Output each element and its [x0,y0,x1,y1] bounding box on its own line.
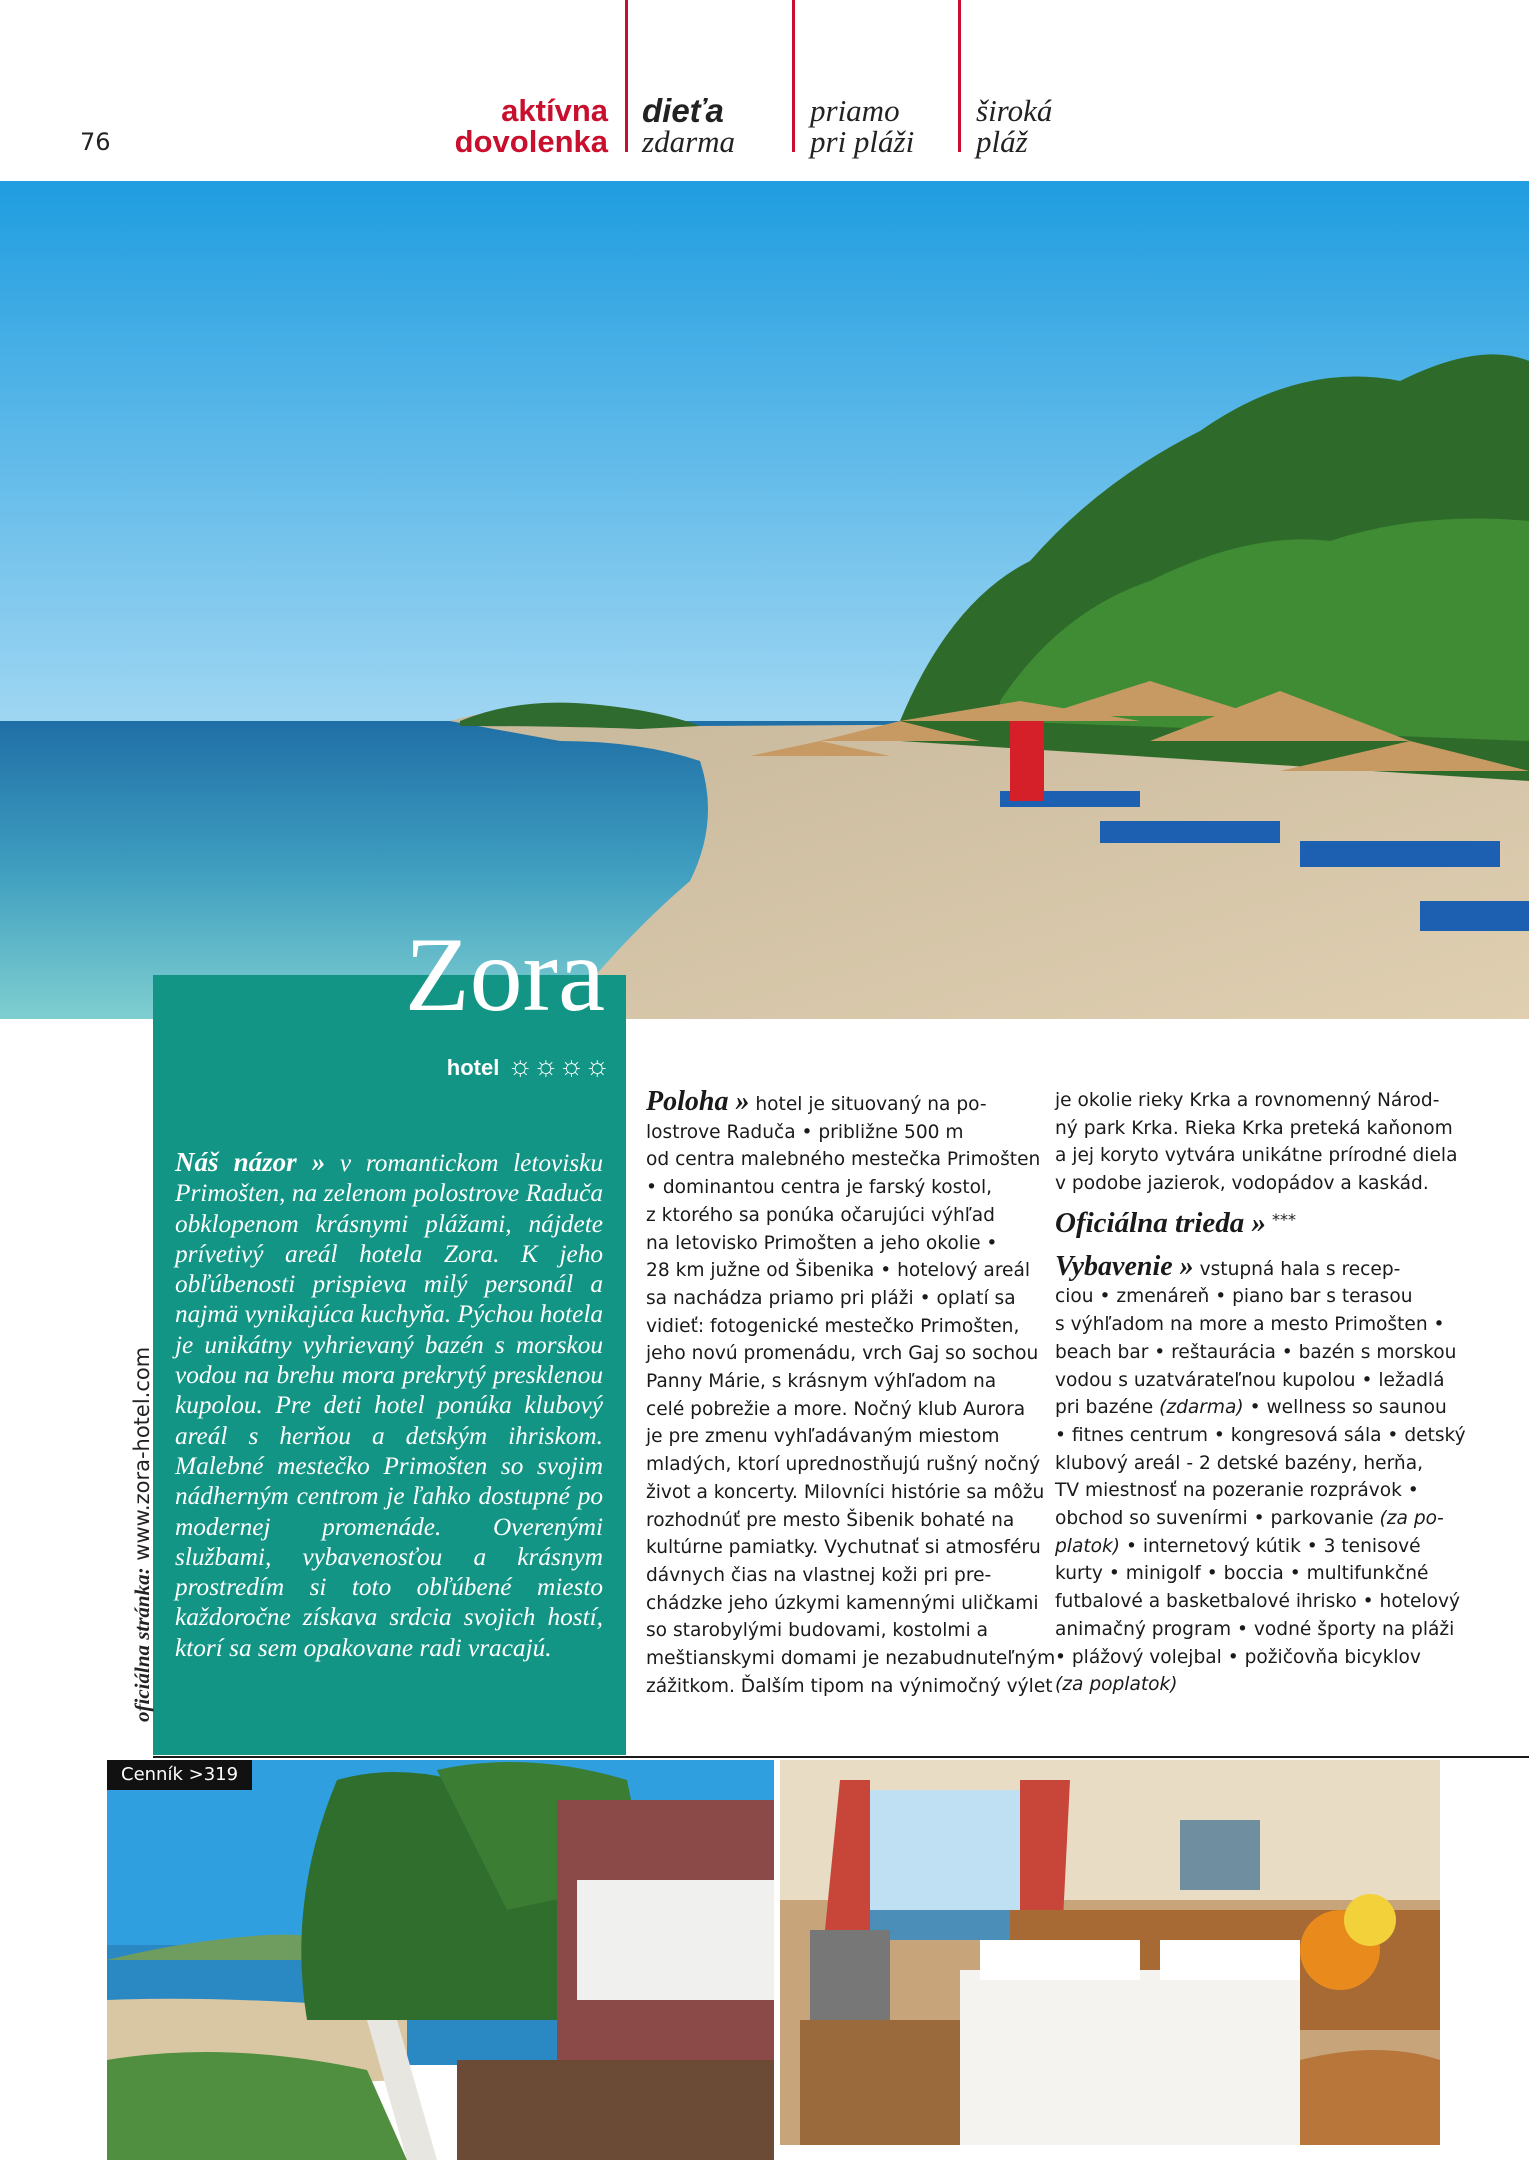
official-website [130,1347,155,1722]
text-fragment: • wellness so saunou [1243,1397,1447,1419]
text-line: zážitkom. Ďalším tipom na výnimočný výlet [646,1675,1053,1697]
text-line: ný park Krka. Rieka Krka preteká kaňonom [1055,1117,1453,1139]
text-line: TV miestnosť na pozeranie rozprávok • [1055,1480,1419,1502]
price-list-badge[interactable]: Cenník >319 [107,1760,252,1790]
text-line [1055,1250,1455,1284]
text-line [646,1088,1026,1119]
text-line: z ktorého sa ponúka očarujúci výhľad [646,1204,995,1226]
text-fragment: (zdarma) [1159,1397,1244,1419]
tag-child-free [642,92,736,159]
tag-line: široká [976,93,1053,128]
text-fragment: pri bazéne [1055,1397,1160,1419]
text-line: so starobylými budovami, kostolmi a [646,1620,988,1642]
hotel-name: Zora [404,916,605,1033]
text-line: jeho novú promenádu, vrch Gaj so sochou [646,1343,1039,1365]
location-heading: Poloha » [646,1086,750,1117]
text-fragment: vstupná hala s recep- [1193,1258,1401,1280]
text-line: na letovisko Primošten a jeho okolie • [646,1232,998,1254]
text-line: Panny Márie, s krásnym výhľadom na [646,1371,997,1393]
text-fragment: obchod so suvenírmi • parkovanie [1055,1508,1380,1530]
tag-active-holiday [440,95,608,157]
text-line: (za poplatok) [1055,1674,1178,1696]
text-line: kultúrne pamiatky. Vychutnať si atmosféru [646,1537,1041,1559]
text-line: meštianskymi domami je nezabudnuteľným [646,1648,1056,1670]
text-line: • dominantou centra je farský kostol, [646,1177,993,1199]
text-line: chádzke jeho úzkymi kamennými uličkami [646,1592,1039,1614]
text-line [1055,1533,1455,1561]
text-line [1055,1394,1455,1422]
text-line: vodou s uzatvárateľnou kupolou • ležadlá [1055,1369,1445,1391]
text-line: 28 km južne od Šibenika • hotelový areál [646,1260,1031,1282]
text-fragment: • internetový kútik • 3 tenisové [1120,1535,1421,1557]
official-class-heading: Oficiálna trieda » [1055,1207,1267,1239]
tag-line: zdarma [642,124,736,159]
header-divider [792,0,795,152]
text-line: rozhodnúť pre mesto Šibenik bohaté na [646,1509,1015,1531]
text-line: ciou • zmenáreň • piano bar s terasou [1055,1286,1413,1308]
text-fragment: hotel je situovaný na po- [749,1094,987,1115]
hero-beach-photo [0,181,1529,1019]
star-rating-icon: *** [1271,1209,1296,1229]
header-divider [625,0,628,152]
text-line: život a koncerty. Milovníci histórie sa môžu [646,1481,1045,1503]
text-line: klubový areál - 2 detské bazény, herňa, [1055,1452,1424,1474]
text-line: a jej koryto vytvára unikátne prírodné diela [1055,1145,1458,1167]
terrace-photo [107,1760,774,2160]
opinion-heading: Náš názor » [175,1147,326,1177]
header-divider [958,0,961,152]
website-url[interactable]: www.zora-hotel.com [130,1346,154,1561]
tag-line: dovolenka [454,124,608,159]
hotel-type-label: hotel [446,1055,500,1080]
text-line: dávnych čias na vlastnej koži pri pre- [646,1564,992,1586]
sun-rating-icon: ☼☼☼☼ [507,1050,610,1081]
text-line: v podobe jazierok, vodopádov a kaskád. [1055,1173,1429,1195]
text-fragment: (za po- [1379,1508,1444,1530]
text-line: mladých, ktorí uprednostňujú rušný nočný [646,1454,1041,1476]
text-line: futbalové a basketbalové ihrisko • hotelový [1055,1591,1460,1613]
text-fragment: platok) [1055,1535,1121,1557]
text-line: • plážový volejbal • požičovňa bicyklov [1055,1646,1421,1668]
tag-line: pri pláži [810,124,915,159]
text-line: beach bar • reštaurácia • bazén s morskou [1055,1341,1457,1363]
text-line: s výhľadom na more a mesto Primošten • [1055,1314,1445,1336]
text-line: vidieť: fotogenické mestečko Primošten, [646,1315,1020,1337]
location-column [646,1086,1056,1700]
text-line: sa nachádza priamo pri pláži • oplatí sa [646,1287,1016,1309]
text-line: lostrove Raduča • približne 500 m [646,1121,964,1143]
tag-line: pláž [976,124,1028,159]
website-label: oficiálna stránka: [130,1567,154,1722]
text-line: celé pobrežie a more. Nočný klub Aurora [646,1398,1026,1420]
text-line: • fitnes centrum • kongresová sála • detský [1055,1424,1466,1446]
hotel-category [430,1050,610,1082]
text-line: je okolie rieky Krka a rovnomenný Národ- [1055,1090,1440,1111]
room-photo [780,1760,1440,2145]
page-number: 76 [80,128,111,156]
tag-wide-beach [976,95,1052,157]
facilities-heading: Vybavenie » [1055,1250,1194,1282]
tag-by-beach [810,95,914,157]
text-line [1055,1505,1455,1533]
facilities-column [1055,1087,1466,1699]
text-line: animačný program • vodné športy na pláži [1055,1618,1455,1640]
tag-line: priamo [810,93,900,128]
tag-line: dieťa [642,92,724,129]
text-line: kurty • minigolf • boccia • multifunkčné [1055,1563,1429,1585]
text-line: je pre zmenu vyhľadávaným miestom [646,1426,1000,1448]
opinion-body: v romantickom letovisku Primošten, na zelenom polostrove Raduča obklopenom krásnymi plážami, nájdete prívetivý areál hotela Zora. K jeho obľúbenosti prispieva milý personál a najmä vynikajúca kuchyňa. Pýchou hotela je unikátny vyhrievaný bazén s morskou vodou na brehu mora prekrytý presklenou kupolou. Pre deti hotel ponúka klubový areál s herňou a detským ihriskom. Malebné mestečko Primošten so svojim nádherným centrom je ľahko dostupné po modernej promenáde. Overenými službami, vybavenosťou a krásnym prostredím si toto obľúbené miesto každoročne získava srdcia svojich hostí, ktorí sa sem opakovane radi vracajú. [175,1149,603,1662]
official-class [1055,1206,1455,1241]
text-line: od centra malebného mestečka Primošten [646,1149,1041,1171]
our-opinion-text [175,1147,603,1663]
tag-line: aktívna [501,93,608,128]
section-divider [153,1756,1529,1758]
